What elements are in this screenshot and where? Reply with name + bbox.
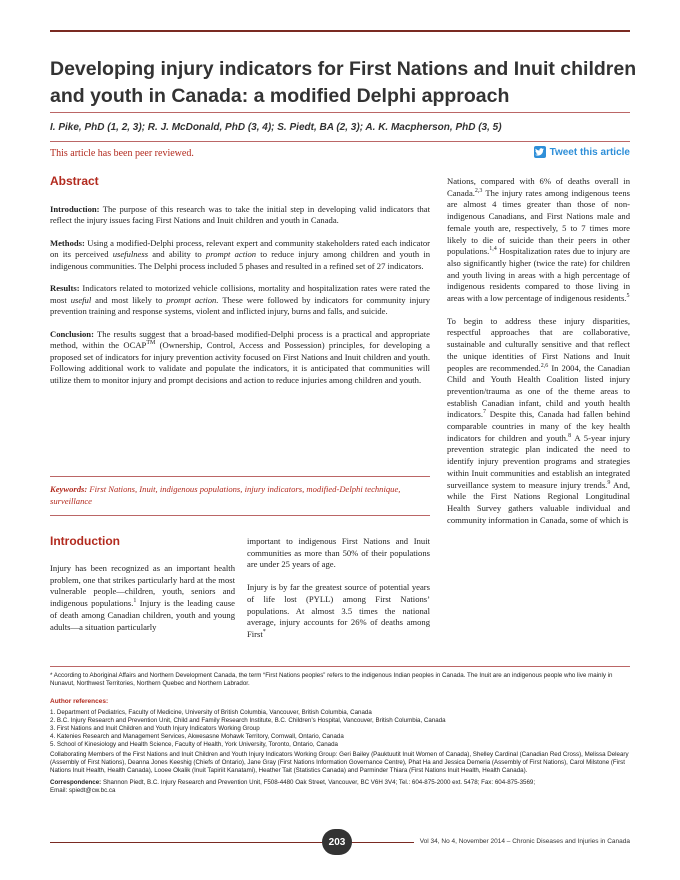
keywords: Keywords: First Nations, Inuit, indigenous populations, injury indicators, modified-Delphi technique, surveillance [50,484,401,506]
reference-item: 3. First Nations and Inuit Children and Youth Injury Indicators Working Group [50,725,260,732]
page-number: 203 [322,829,352,855]
paragraph: Injury has been recognized as an important health problem, one that strikes particularly hard at the most vulnerable people—children, youth, seniors and indigenous populations.$^1$ Injury is the leading cause of death among Canadian children, youth and young adults—a situation particularly [50,563,235,632]
twitter-bird-icon [534,146,546,158]
footnote: * According to Aboriginal Affairs and Northern Development Canada, the term “First Nations peoples” refers to the indigenous Indian peoples in Canada. The Inuit are an indigenous people who live mainly in Nunavut, Northwest Territories, Northern Quebec and Northern Labrador. [50,672,613,687]
reference-item: 1. Department of Pediatrics, Faculty of Medicine, University of British Columbia, Vancouver, British Columbia, Canada [50,709,372,716]
reference-item: 5. School of Kinesiology and Health Science, Faculty of Health, York University, Toronto, Ontario, Canada [50,741,338,748]
introduction-heading: Introduction [50,534,120,548]
body-column-3 [447,176,630,537]
tweet-link[interactable] [534,146,630,158]
abstract-results: Results: Indicators related to motorized vehicle collisions, mortality and hospitalization rates were rated the most useful and most likely to prompt action. These were followed by indicators for community injury prevention training and response systems, violent and inflicted injury, burns and falls, and suicide. [50,283,430,316]
author-rule [50,141,630,142]
paragraph: important to indigenous First Nations and Inuit communities as more than 50% of their populations are under 25 years of age. [247,536,430,570]
reference-item: 2. B.C. Injury Research and Prevention Unit, Child and Family Research Institute, B.C. Children’s Hospital, Vancouver, British Columbia, Canada [50,717,446,724]
footnote-rule [50,666,630,667]
keywords-bottom-rule [50,515,430,516]
top-rule [50,30,630,32]
collaborators-note: Collaborating Members of the First Nations and Inuit Children and Youth Injury Indicators Working Group: Geri Bailey (Pauktuutit Inuit Women of Canada), Shelley Cardinal (Canadian Red Cross), Melissa Deleary (Assembly of First Nations), Deanna Jones Keeshig (Chiefs of Ontario), Jane Gray (First Nations Information Governance Centre), Phat Ha and Jessica Demeria (Assembly of First Nations), Carol Milstone (First Nations Inuit Health, Health Canada), Looee Okalik (Inuit Tapiriit Kanatami), Heather Tait (Statistics Canada) and Parminder Thiara (First Nations Inuit Health, Health Canada). [50,751,629,774]
peer-review-note: This article has been peer reviewed. [50,148,194,159]
author-list: I. Pike, PhD (1, 2, 3); R. J. McDonald, PhD (3, 4); S. Piedt, BA (2, 3); A. K. Macpherson, PhD (3, 5) [50,122,502,133]
paragraph: To begin to address these injury disparities, respectful approaches that are collaborative, sustainable and culturally sensitive and that reflect the unique identities of First Nations and Inuit peoples are recommended.$^{2,6}$ In 2004, the Canadian Child and Youth Health Coalition listed injury prevention/trauma as one of the theme areas to establish Canadian infant, child and youth health indicators.$^7$ Despite this, Canada had fallen behind comparable countries in many of the key health indicators for children and youth.$^8$ A 5-year injury prevention strategic plan indicated the need to identify injury prevention programs and strategies within Inuit communities and establish an integrated surveillance system to measure injury trends.$^9$ And, while the First Nations Regional Longitudinal Health Survey gathers valuable individual and community information in Canada, some of which is [447,315,631,525]
references-heading: Author references: [50,698,109,705]
reference-item: 4. Katenies Research and Management Services, Akwesasne Mohawk Territory, Cornwall, Ontario, Canada [50,733,344,740]
keywords-top-rule [50,476,430,477]
body-column-1 [50,563,235,644]
author-references [50,698,630,795]
correspondence-email: Email: spiedt@cw.bc.ca [50,787,116,794]
abstract-section [50,176,430,397]
title-rule [50,112,630,113]
journal-citation: Vol 34, No 4, November 2014 – Chronic Diseases and Injuries in Canada [414,838,630,845]
body-column-2 [247,536,430,652]
abstract-heading: Abstract [50,174,99,188]
correspondence: Correspondence: Shannon Piedt, B.C. Injury Research and Prevention Unit, F508-4480 Oak Street, Vancouver, BC V6H 3V4; Tel.: 604-875-2000 ext. 5478; Fax: 604-875-3569; [50,779,536,786]
abstract-conclusion: Conclusion: The results suggest that a broad-based modified-Delphi process is a practical and appropriate method, within the OCAP™ (Ownership, Control, Access and Possession) principles, for developing a proposed set of indicators for injury prevention activity focused on First Nations and Inuit children and youth. Following additional work to validate and populate the indicators, it is anticipated that communities will utilize them to monitor injury and prompt decisions and action to reduce injuries among children and youth. [50,328,430,385]
paragraph: Injury is by far the greatest source of potential years of life lost (PYLL) among First Nations’ populations. At almost 3.5 times the national average, injury accounts for 26% of deaths among First* [247,582,430,639]
paragraph: Nations, compared with 6% of deaths overall in Canada.$^{2,3}$ The injury rates among indigenous teens are almost 4 times greater than those of non-indigenous Canadians, and First Nations male and female youth are, respectively, 5 to 7 times more likely to die of suicide than their peers in other populations.$^{1,4}$ Hospitalization rates due to injury are also significantly higher (twice the rate) for children and youth living in areas with a high percentage of indigenous residents compared to those living in areas with a low percentage of indigenous residents.$^5$ [447,176,630,304]
tweet-label: Tweet this article [549,146,630,158]
abstract-methods: Methods: Using a modified-Delphi process, relevant expert and community stakeholders rated each indicator on its perceived usefulness and ability to prompt action to reduce injury among children and youth in indigenous communities. The Delphi process included 5 phases and resulted in a refined set of 27 indicators. [50,237,431,271]
article-title: Developing injury indicators for First Nations and Inuit children and youth in Canada: a modified Delphi approach [50,58,637,107]
abstract-introduction: Introduction: The purpose of this research was to take the initial step in developing valid indicators that reflect the injury issues facing First Nations and Inuit children and youth in Canada. [50,203,430,225]
